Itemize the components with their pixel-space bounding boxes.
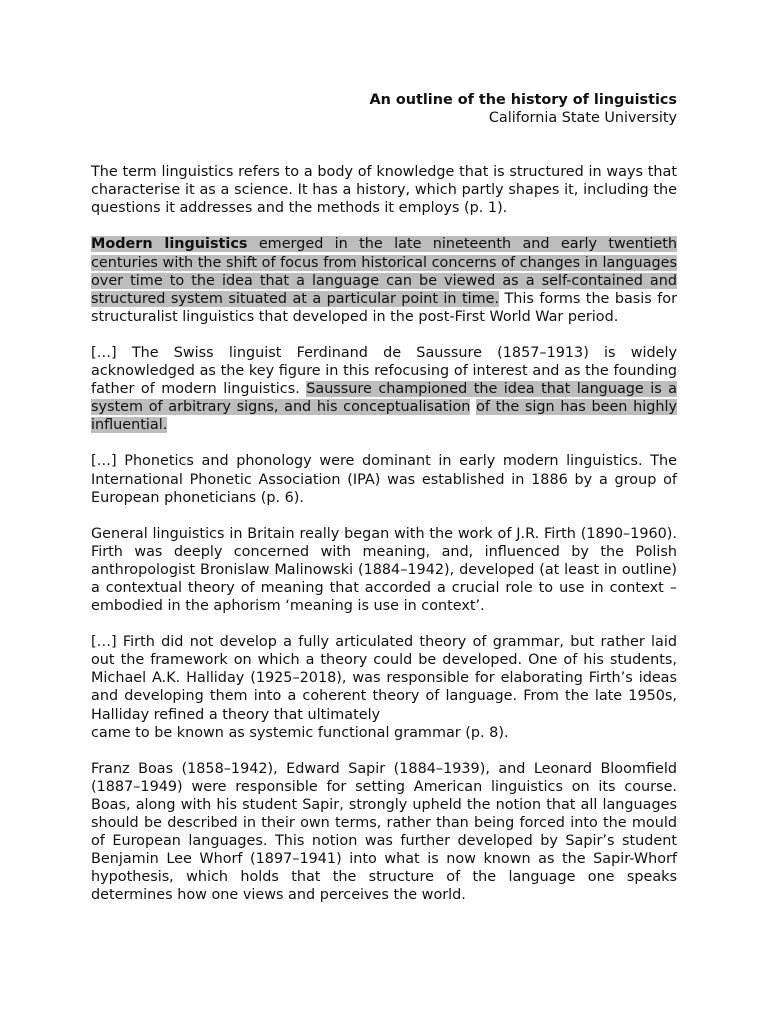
document-title: An outline of the history of linguistics (369, 92, 677, 108)
highlighted-text: Saussure championed the idea that language is a system of arbitrary signs, and his conceptualisation (91, 381, 677, 416)
paragraph-halliday (91, 633, 677, 742)
paragraph-intro: The term linguistics refers to a body of knowledge that is structured in ways that characterise it as a science. It has a history, which partly shapes it, including the questions it addresses and the methods it employs (p. 1). (91, 164, 677, 217)
paragraph-phonetics: […] Phonetics and phonology were dominant in early modern linguistics. The International Phonetic Association (IPA) was established in 1886 by a group of European phoneticians (p. 6). (91, 453, 677, 506)
document-page (91, 91, 677, 904)
document-header (91, 91, 677, 127)
paragraph-modern-linguistics (91, 235, 677, 325)
plain-text: This forms the basis for structuralist linguistics that developed in the post-First World War period. (91, 290, 678, 325)
highlighted-text: emerged in the late nineteenth and early twentieth centuries with the shift of focus from historical concerns of changes in languages over time to the idea that a language can be viewed as a self-contained and structured system situated at a particular point in time. (91, 236, 677, 307)
bold-term: Modern linguistics (91, 236, 248, 253)
paragraph-saussure (91, 344, 677, 434)
paragraph-boas-sapir: Franz Boas (1858–1942), Edward Sapir (1884–1939), and Leonard Bloomfield (1887–1949) were responsible for setting American linguistics on its course. Boas, along with his student Sapir, strongly upheld the notion that all languages should be described in their own terms, rather than being forced into the mould of European languages. This notion was further developed by Sapir’s student Benjamin Lee Whorf (1897–1941) into what is now known as the Sapir-Whorf hypothesis, which holds that the structure of the language one speaks determines how one views and perceives the world. (91, 760, 677, 904)
highlighted-text: of the sign has been highly influential. (91, 399, 677, 434)
document-subtitle: California State University (488, 110, 677, 127)
plain-text: […] The Swiss linguist Ferdinand de Saussure (1857–1913) is widely acknowledged as the key figure in this refocusing of interest and as the founding father of modern linguistics. (91, 344, 677, 398)
paragraph-firth: General linguistics in Britain really began with the work of J.R. Firth (1890–1960). Firth was deeply concerned with meaning, and, influenced by the Polish anthropologist Bronislaw Malinowski (1884–1942), developed (at least in outline) a contextual theory of meaning that accorded a crucial role to use in context – embodied in the aphorism ‘meaning is use in context’. (91, 525, 677, 615)
paragraph-text: […] Firth did not develop a fully articulated theory of grammar, but rather laid out the framework on which a theory could be developed. One of his students, Michael A.K. Halliday (1925–2018), was responsible for elaborating Firth’s ideas and developing them into a coherent theory of language. From the late 1950s, Halliday refined a theory that ultimately (91, 634, 677, 723)
paragraph-end-line: came to be known as systemic functional grammar (p. 8). (91, 724, 509, 741)
